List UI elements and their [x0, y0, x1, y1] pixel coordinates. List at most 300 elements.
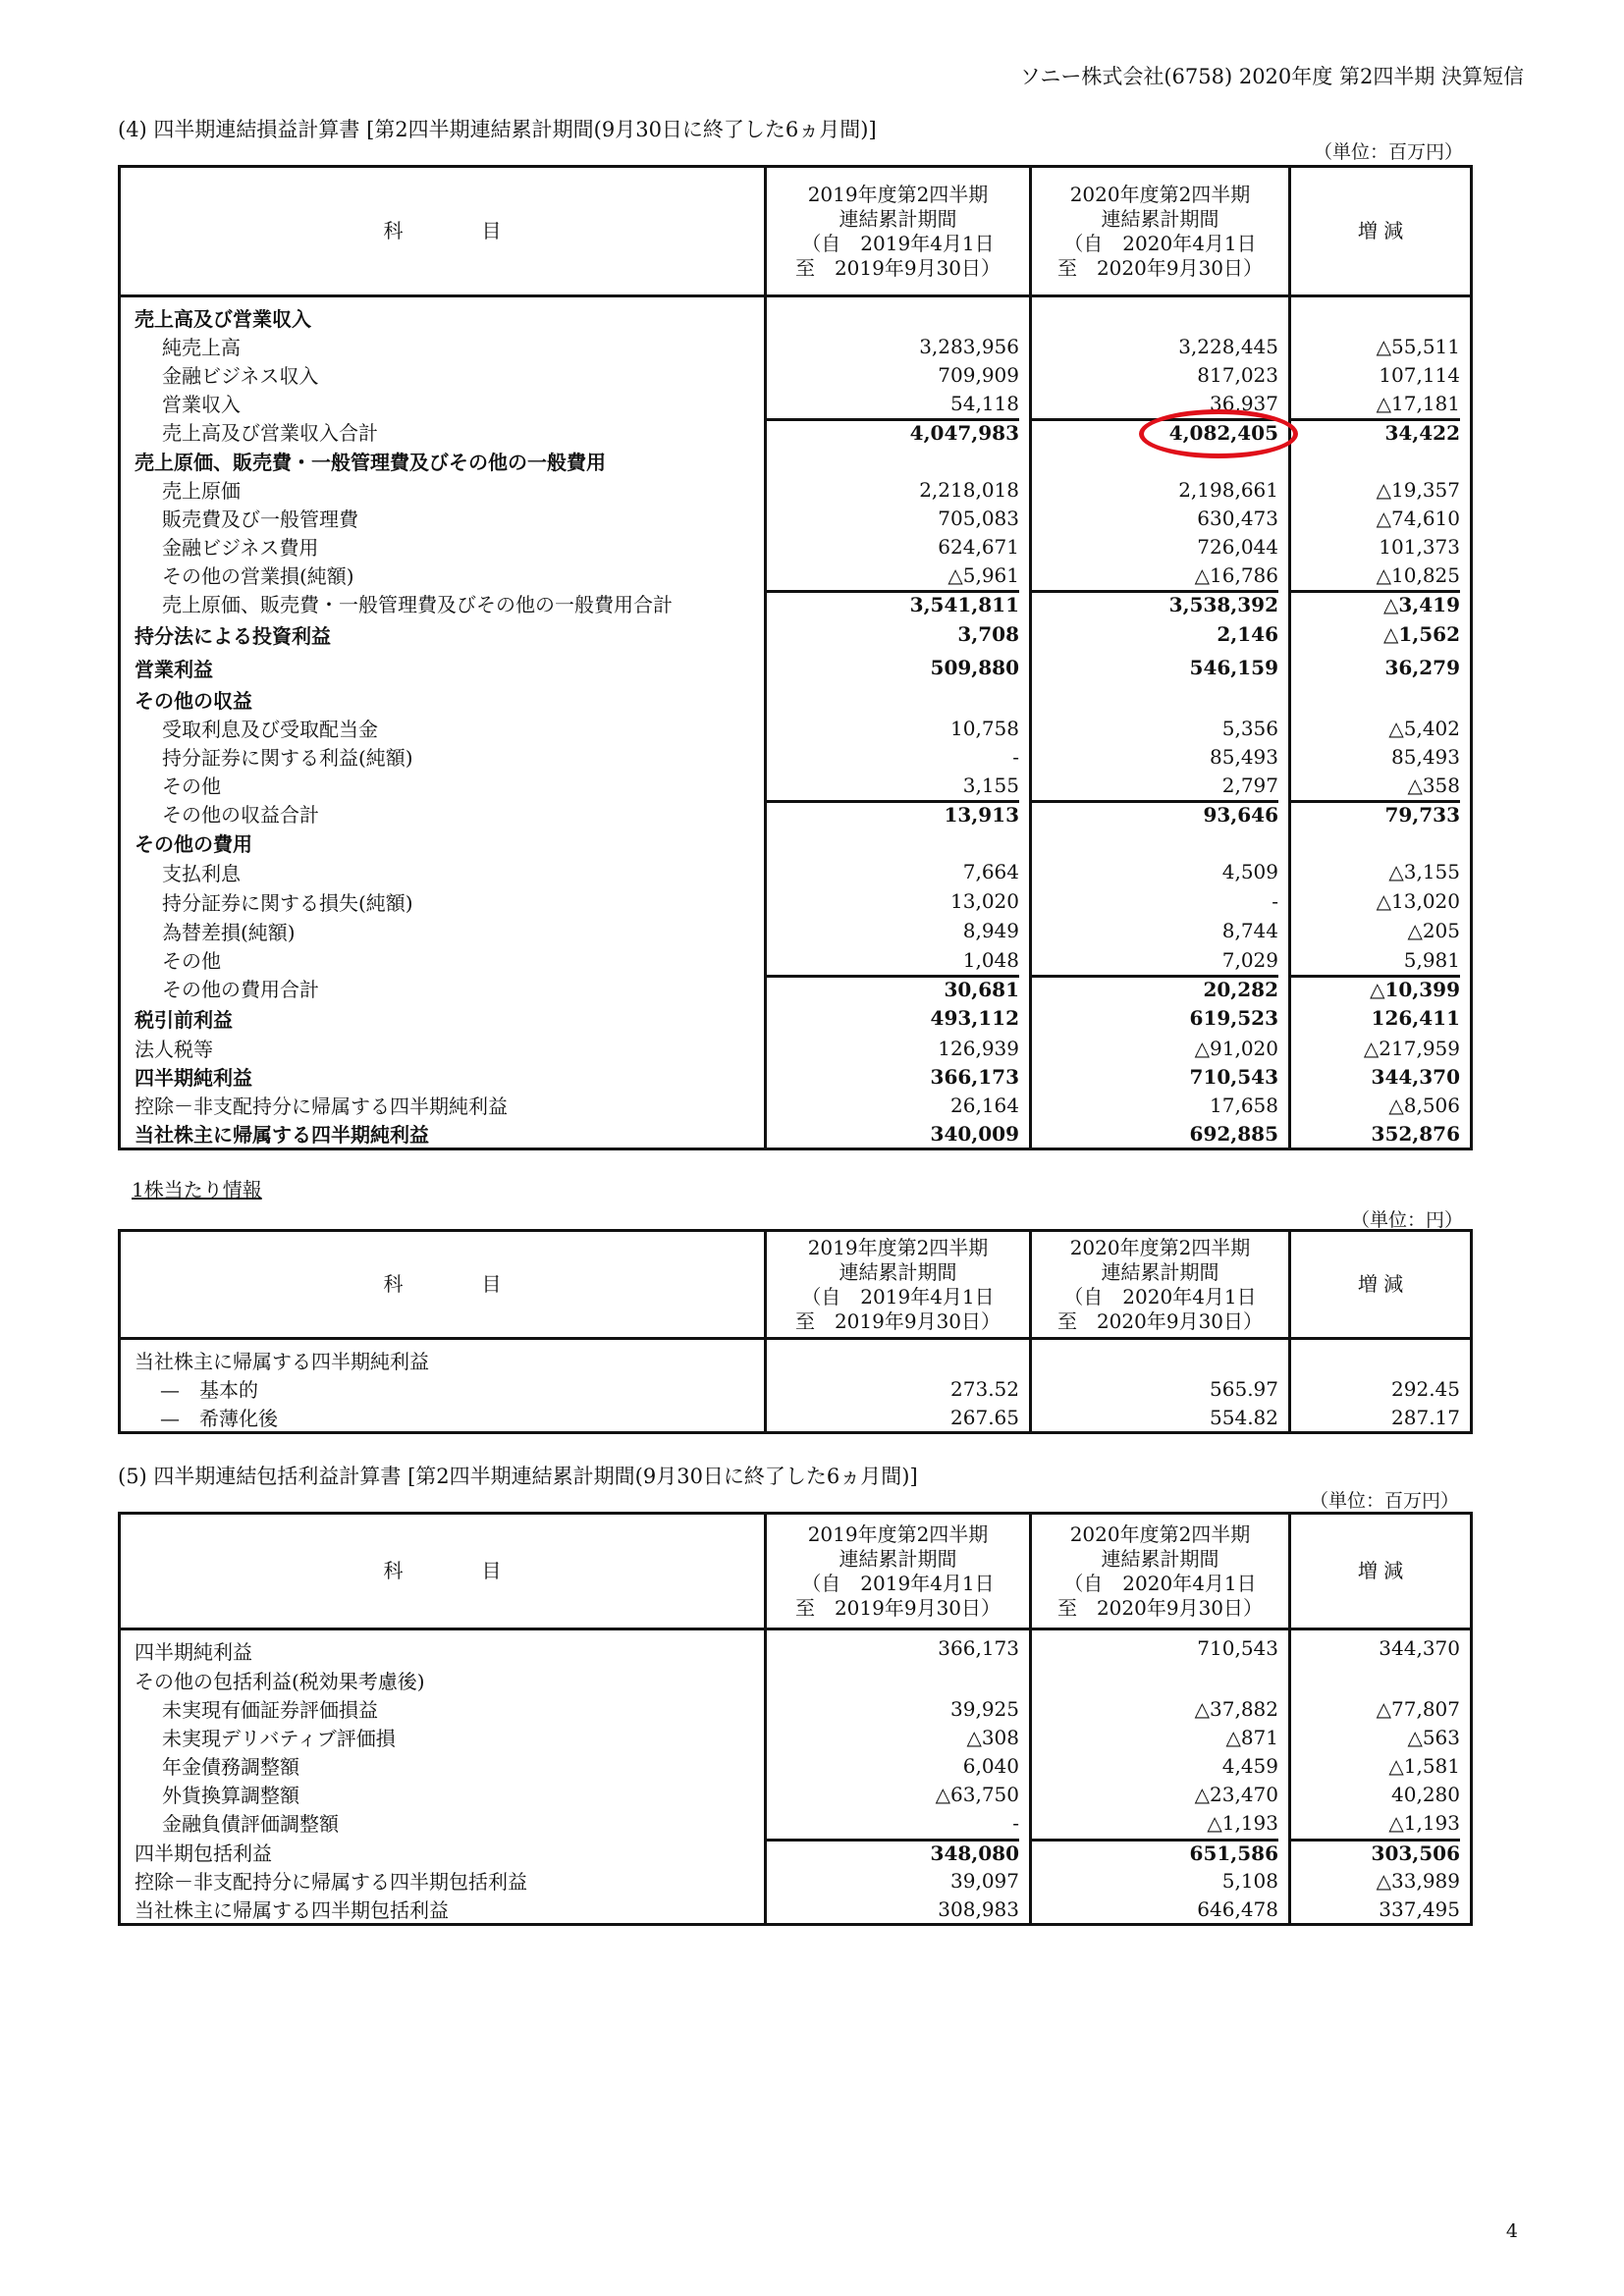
per-share-unit: （単位：円） — [1350, 1209, 1463, 1231]
row-label: その他の収益 — [120, 684, 766, 714]
prev-value — [766, 857, 1031, 886]
cell-value: 292.45 — [1391, 1376, 1460, 1401]
table-row — [120, 417, 1472, 446]
cell-value: △205 — [1407, 919, 1460, 942]
column-header-diff: 増 減 — [1290, 1514, 1472, 1629]
per-share-table — [118, 1229, 1473, 1434]
column-header-diff: 増 減 — [1290, 167, 1472, 296]
table-row — [120, 617, 1472, 651]
column-header-line: 2019年度第2四半期 — [807, 1522, 989, 1546]
row-label: 持分法による投資利益 — [120, 617, 766, 651]
cell-value: 308,983 — [938, 1896, 1019, 1921]
table-row — [120, 360, 1472, 389]
prev-value — [766, 1780, 1031, 1808]
prev-value — [766, 1723, 1031, 1751]
table-row — [120, 332, 1472, 360]
column-header-line: 連結累計期間 — [839, 206, 957, 231]
cell-value: △8,506 — [1388, 1093, 1460, 1117]
table-row — [120, 1403, 1472, 1433]
prev-value — [766, 504, 1031, 532]
cell-value: 17,658 — [1210, 1093, 1278, 1117]
cell-value: 36,937 — [1210, 391, 1278, 415]
curr-value — [1031, 742, 1290, 771]
prev-value — [766, 684, 1031, 714]
diff-value — [1290, 1665, 1472, 1694]
table-row — [120, 475, 1472, 504]
cell-value: 3,283,956 — [919, 334, 1019, 358]
row-label: — 基本的 — [120, 1374, 766, 1403]
row-label: 金融ビジネス収入 — [120, 360, 766, 389]
table-row — [120, 1062, 1472, 1091]
cell-value: △23,470 — [1194, 1782, 1278, 1806]
comprehensive-unit: （単位：百万円） — [1309, 1490, 1459, 1512]
cell-value: 2,198,661 — [1178, 477, 1278, 502]
table-row — [120, 945, 1472, 974]
per-share-title: 1株当たり情報 — [132, 1178, 262, 1201]
prev-value — [766, 1751, 1031, 1780]
table-row — [120, 296, 1472, 333]
table-row — [120, 1837, 1472, 1866]
column-header-curr — [1031, 1231, 1290, 1339]
column-header-item: 科 目 — [120, 1231, 766, 1339]
cell-value: △10,825 — [1376, 562, 1460, 587]
prev-value — [766, 1403, 1031, 1433]
curr-value — [1031, 916, 1290, 945]
row-label: 年金債務調整額 — [120, 1751, 766, 1780]
diff-value — [1290, 1403, 1472, 1433]
table-row — [120, 799, 1472, 828]
curr-value — [1031, 857, 1290, 886]
prev-value — [766, 332, 1031, 360]
curr-value — [1031, 475, 1290, 504]
table-row — [120, 504, 1472, 532]
column-header-line: 連結累計期間 — [1101, 1259, 1219, 1284]
cell-value: 4,509 — [1221, 860, 1278, 883]
diff-value — [1290, 1034, 1472, 1062]
cell-value: 817,023 — [1197, 362, 1278, 387]
prev-value — [766, 651, 1031, 684]
diff-value — [1290, 475, 1472, 504]
diff-value — [1290, 296, 1472, 333]
prev-value — [766, 1665, 1031, 1694]
prev-value — [766, 1062, 1031, 1091]
table-row — [120, 974, 1472, 1002]
diff-value — [1290, 589, 1472, 617]
cell-value: △5,961 — [947, 562, 1019, 587]
cell-value: 126,939 — [938, 1036, 1019, 1060]
cell-value: 1,048 — [962, 947, 1019, 972]
cell-value: 2,797 — [1221, 773, 1278, 797]
diff-value — [1290, 1694, 1472, 1723]
prev-value — [766, 714, 1031, 742]
prev-value — [766, 389, 1031, 417]
row-label: 外貨換算調整額 — [120, 1780, 766, 1808]
cell-value: 85,493 — [1210, 744, 1278, 769]
table-row — [120, 561, 1472, 589]
curr-value — [1031, 1808, 1290, 1837]
curr-value — [1031, 589, 1290, 617]
table-row — [120, 1665, 1472, 1694]
cell-value: △5,402 — [1388, 716, 1460, 740]
cell-value: △74,610 — [1376, 506, 1460, 530]
prev-value — [766, 1837, 1031, 1866]
curr-value — [1031, 886, 1290, 916]
table-row — [120, 1034, 1472, 1062]
row-label: 当社株主に帰属する四半期包括利益 — [120, 1895, 766, 1925]
table-row — [120, 828, 1472, 857]
curr-value — [1031, 1034, 1290, 1062]
cell-value: 287.17 — [1391, 1405, 1460, 1429]
column-header-prev — [766, 1231, 1031, 1339]
curr-value — [1031, 1629, 1290, 1666]
cell-value: 34,422 — [1291, 418, 1460, 445]
curr-value — [1031, 771, 1290, 799]
cell-value: 554.82 — [1210, 1405, 1278, 1429]
column-header-prev — [766, 167, 1031, 296]
curr-value — [1031, 651, 1290, 684]
row-label: 金融ビジネス費用 — [120, 532, 766, 561]
column-header-line: 連結累計期間 — [1101, 206, 1219, 231]
row-label: 営業収入 — [120, 389, 766, 417]
cell-value: - — [1272, 889, 1278, 913]
cell-value: 3,155 — [962, 773, 1019, 797]
row-label: 四半期包括利益 — [120, 1837, 766, 1866]
prev-value — [766, 561, 1031, 589]
diff-value — [1290, 1751, 1472, 1780]
table-row — [120, 532, 1472, 561]
prev-value — [766, 1339, 1031, 1375]
cell-value: △217,959 — [1363, 1036, 1460, 1060]
diff-value — [1290, 532, 1472, 561]
curr-value — [1031, 1723, 1290, 1751]
diff-value — [1290, 417, 1472, 446]
column-header-prev — [766, 1514, 1031, 1629]
prev-value — [766, 617, 1031, 651]
table-row — [120, 1694, 1472, 1723]
cell-value: 651,586 — [1032, 1839, 1278, 1865]
curr-value — [1031, 389, 1290, 417]
column-header-line: 至 2020年9月30日） — [1056, 255, 1264, 280]
cell-value: 366,173 — [938, 1635, 1019, 1660]
cell-value: 493,112 — [930, 1006, 1019, 1030]
diff-value — [1290, 828, 1472, 857]
column-header-line: 至 2020年9月30日） — [1056, 1308, 1264, 1333]
table-row — [120, 857, 1472, 886]
diff-value — [1290, 1119, 1472, 1149]
cell-value: 509,880 — [930, 656, 1019, 679]
diff-value — [1290, 742, 1472, 771]
cell-value: 4,459 — [1221, 1753, 1278, 1778]
table-row — [120, 1751, 1472, 1780]
cell-value: △308 — [966, 1725, 1019, 1749]
column-header-line: 2020年度第2四半期 — [1069, 182, 1251, 206]
cell-value: 4,047,983 — [767, 418, 1019, 445]
cell-value: 13,913 — [767, 800, 1019, 827]
row-label: その他の包括利益(税効果考慮後) — [120, 1665, 766, 1694]
curr-value — [1031, 1866, 1290, 1895]
cell-value: 7,664 — [962, 860, 1019, 883]
cell-value: 5,108 — [1221, 1868, 1278, 1893]
cell-value: 39,925 — [950, 1696, 1019, 1721]
cell-value: 20,282 — [1032, 975, 1278, 1001]
cell-value: 54,118 — [950, 391, 1019, 415]
curr-value — [1031, 561, 1290, 589]
row-label: 控除－非支配持分に帰属する四半期純利益 — [120, 1091, 766, 1119]
row-label: 四半期純利益 — [120, 1629, 766, 1666]
table-row — [120, 1339, 1472, 1375]
table-row — [120, 1808, 1472, 1837]
table-row — [120, 1091, 1472, 1119]
cell-value: 692,885 — [1189, 1121, 1278, 1146]
diff-value — [1290, 1895, 1472, 1925]
row-label: 当社株主に帰属する四半期純利益 — [120, 1339, 766, 1375]
table-row — [120, 1374, 1472, 1403]
prev-value — [766, 417, 1031, 446]
prev-value — [766, 1895, 1031, 1925]
cell-value: 8,744 — [1221, 919, 1278, 942]
table-row — [120, 1866, 1472, 1895]
table-row — [120, 1629, 1472, 1666]
diff-value — [1290, 1091, 1472, 1119]
prev-value — [766, 916, 1031, 945]
diff-value — [1290, 1723, 1472, 1751]
diff-value — [1290, 886, 1472, 916]
cell-value: 303,506 — [1291, 1839, 1460, 1865]
diff-value — [1290, 714, 1472, 742]
prev-value — [766, 360, 1031, 389]
diff-value — [1290, 1837, 1472, 1866]
prev-value — [766, 532, 1031, 561]
curr-value — [1031, 617, 1290, 651]
diff-value — [1290, 771, 1472, 799]
cell-value: 624,671 — [938, 534, 1019, 559]
curr-value — [1031, 974, 1290, 1002]
curr-value — [1031, 417, 1290, 446]
income-statement-table — [118, 165, 1473, 1150]
cell-value: 366,173 — [930, 1064, 1019, 1089]
cell-value: 2,218,018 — [919, 477, 1019, 502]
cell-value: △3,155 — [1388, 860, 1460, 883]
prev-value — [766, 446, 1031, 475]
diff-value — [1290, 1780, 1472, 1808]
table-row — [120, 684, 1472, 714]
table-row — [120, 771, 1472, 799]
cell-value: △17,181 — [1376, 391, 1460, 415]
table-row — [120, 446, 1472, 475]
cell-value: △55,511 — [1376, 334, 1460, 358]
cell-value: △1,581 — [1388, 1753, 1460, 1778]
cell-value: △10,399 — [1291, 975, 1460, 1001]
curr-value — [1031, 1339, 1290, 1375]
diff-value — [1290, 360, 1472, 389]
cell-value: 710,543 — [1197, 1635, 1278, 1660]
cell-value: - — [1012, 1810, 1019, 1835]
column-header-line: （自 2019年4月1日 — [801, 1571, 995, 1595]
curr-value — [1031, 828, 1290, 857]
row-label: 控除－非支配持分に帰属する四半期包括利益 — [120, 1866, 766, 1895]
table-row — [120, 1723, 1472, 1751]
cell-value: 8,949 — [962, 919, 1019, 942]
cell-value: 709,909 — [938, 362, 1019, 387]
table-row — [120, 389, 1472, 417]
row-label: 売上原価、販売費・一般管理費及びその他の一般費用 — [120, 446, 766, 475]
curr-value — [1031, 532, 1290, 561]
row-label: その他の費用合計 — [120, 974, 766, 1002]
curr-value — [1031, 504, 1290, 532]
column-header-line: 連結累計期間 — [839, 1546, 957, 1571]
cell-value: 710,543 — [1189, 1064, 1278, 1089]
cell-value: 30,681 — [767, 975, 1019, 1001]
cell-value: 344,370 — [1371, 1064, 1460, 1089]
prev-value — [766, 742, 1031, 771]
curr-value — [1031, 1665, 1290, 1694]
cell-value: 348,080 — [767, 1839, 1019, 1865]
row-label: 売上原価、販売費・一般管理費及びその他の一般費用合計 — [120, 589, 766, 617]
cell-value: 10,758 — [950, 716, 1019, 740]
curr-value — [1031, 446, 1290, 475]
cell-value: 39,097 — [950, 1868, 1019, 1893]
prev-value — [766, 828, 1031, 857]
diff-value — [1290, 684, 1472, 714]
comprehensive-title: (5) 四半期連結包括利益計算書 [第2四半期連結累計期間(9月30日に終了した6ヵ月間)] — [118, 1465, 918, 1488]
prev-value — [766, 1808, 1031, 1837]
column-header-line: 連結累計期間 — [839, 1259, 957, 1284]
curr-value — [1031, 1837, 1290, 1866]
row-label: 営業利益 — [120, 651, 766, 684]
column-header-line: （自 2020年4月1日 — [1063, 231, 1257, 255]
row-label: その他の収益合計 — [120, 799, 766, 828]
cell-value: 630,473 — [1197, 506, 1278, 530]
diff-value — [1290, 1002, 1472, 1034]
diff-value — [1290, 561, 1472, 589]
column-header-line: 至 2019年9月30日） — [794, 255, 1001, 280]
diff-value — [1290, 1062, 1472, 1091]
row-label: 為替差損(純額) — [120, 916, 766, 945]
cell-value: 5,981 — [1403, 947, 1460, 972]
curr-value — [1031, 684, 1290, 714]
diff-value — [1290, 916, 1472, 945]
table-row — [120, 742, 1472, 771]
cell-value: 344,370 — [1379, 1635, 1460, 1660]
cell-value: △16,786 — [1194, 562, 1278, 587]
cell-value: 85,493 — [1391, 744, 1460, 769]
cell-value: △63,750 — [935, 1782, 1019, 1806]
table-row — [120, 714, 1472, 742]
column-header-line: （自 2020年4月1日 — [1063, 1571, 1257, 1595]
row-label: 未実現有価証券評価損益 — [120, 1694, 766, 1723]
diff-value — [1290, 1808, 1472, 1837]
column-header-curr — [1031, 167, 1290, 296]
income-unit: （単位：百万円） — [1313, 141, 1463, 163]
row-label: 法人税等 — [120, 1034, 766, 1062]
curr-value — [1031, 714, 1290, 742]
cell-value: △13,020 — [1376, 889, 1460, 913]
document-header: ソニー株式会社(6758) 2020年度 第2四半期 決算短信 — [1019, 65, 1524, 88]
cell-value: 6,040 — [962, 1753, 1019, 1778]
row-label: その他 — [120, 771, 766, 799]
prev-value — [766, 1374, 1031, 1403]
curr-value — [1031, 1403, 1290, 1433]
column-header-line: 2020年度第2四半期 — [1069, 1522, 1251, 1546]
cell-value: 352,876 — [1371, 1121, 1460, 1146]
row-label: 持分証券に関する利益(純額) — [120, 742, 766, 771]
column-header-line: （自 2019年4月1日 — [801, 1284, 995, 1308]
column-header-item: 科 目 — [120, 1514, 766, 1629]
cell-value: 3,228,445 — [1178, 334, 1278, 358]
diff-value — [1290, 1339, 1472, 1375]
curr-value — [1031, 1895, 1290, 1925]
row-label: 金融負債評価調整額 — [120, 1808, 766, 1837]
prev-value — [766, 1002, 1031, 1034]
comprehensive-table — [118, 1512, 1473, 1926]
cell-value: 2,146 — [1217, 622, 1278, 646]
diff-value — [1290, 446, 1472, 475]
prev-value — [766, 1034, 1031, 1062]
column-header-line: （自 2020年4月1日 — [1063, 1284, 1257, 1308]
prev-value — [766, 1629, 1031, 1666]
table-row — [120, 1780, 1472, 1808]
diff-value — [1290, 1629, 1472, 1666]
column-header-line: 至 2020年9月30日） — [1056, 1595, 1264, 1620]
column-header-curr — [1031, 1514, 1290, 1629]
prev-value — [766, 589, 1031, 617]
diff-value — [1290, 651, 1472, 684]
curr-value — [1031, 332, 1290, 360]
cell-value: 3,708 — [957, 622, 1019, 646]
row-label: 当社株主に帰属する四半期純利益 — [120, 1119, 766, 1149]
cell-value: △563 — [1407, 1725, 1460, 1749]
row-label: 売上原価 — [120, 475, 766, 504]
diff-value — [1290, 799, 1472, 828]
cell-value: △1,193 — [1388, 1810, 1460, 1835]
cell-value: 36,279 — [1384, 656, 1460, 679]
cell-value: 726,044 — [1197, 534, 1278, 559]
curr-value — [1031, 1002, 1290, 1034]
curr-value — [1031, 1119, 1290, 1149]
table-row — [120, 1119, 1472, 1149]
cell-value: 646,478 — [1197, 1896, 1278, 1921]
cell-value: 26,164 — [950, 1093, 1019, 1117]
curr-value — [1031, 1780, 1290, 1808]
diff-value — [1290, 1866, 1472, 1895]
column-header-line: 連結累計期間 — [1101, 1546, 1219, 1571]
diff-value — [1290, 945, 1472, 974]
row-label: 未実現デリバティブ評価損 — [120, 1723, 766, 1751]
row-label: 売上高及び営業収入合計 — [120, 417, 766, 446]
diff-value — [1290, 389, 1472, 417]
diff-value — [1290, 857, 1472, 886]
table-row — [120, 886, 1472, 916]
row-label: その他 — [120, 945, 766, 974]
curr-value — [1031, 1091, 1290, 1119]
curr-value — [1031, 1694, 1290, 1723]
cell-value: 40,280 — [1391, 1782, 1460, 1806]
row-label: 販売費及び一般管理費 — [120, 504, 766, 532]
cell-value: △1,562 — [1382, 622, 1460, 646]
row-label: その他の営業損(純額) — [120, 561, 766, 589]
curr-value — [1031, 1751, 1290, 1780]
table-row — [120, 1002, 1472, 1034]
column-header-line: 2019年度第2四半期 — [807, 182, 989, 206]
diff-value — [1290, 1374, 1472, 1403]
prev-value — [766, 1091, 1031, 1119]
cell-value: 546,159 — [1189, 656, 1278, 679]
curr-value — [1031, 1062, 1290, 1091]
cell-value: 565.97 — [1210, 1376, 1278, 1401]
diff-value — [1290, 974, 1472, 1002]
income-statement-title: (4) 四半期連結損益計算書 [第2四半期連結累計期間(9月30日に終了した6ヵ月間)] — [118, 118, 877, 141]
cell-value: △871 — [1225, 1725, 1278, 1749]
